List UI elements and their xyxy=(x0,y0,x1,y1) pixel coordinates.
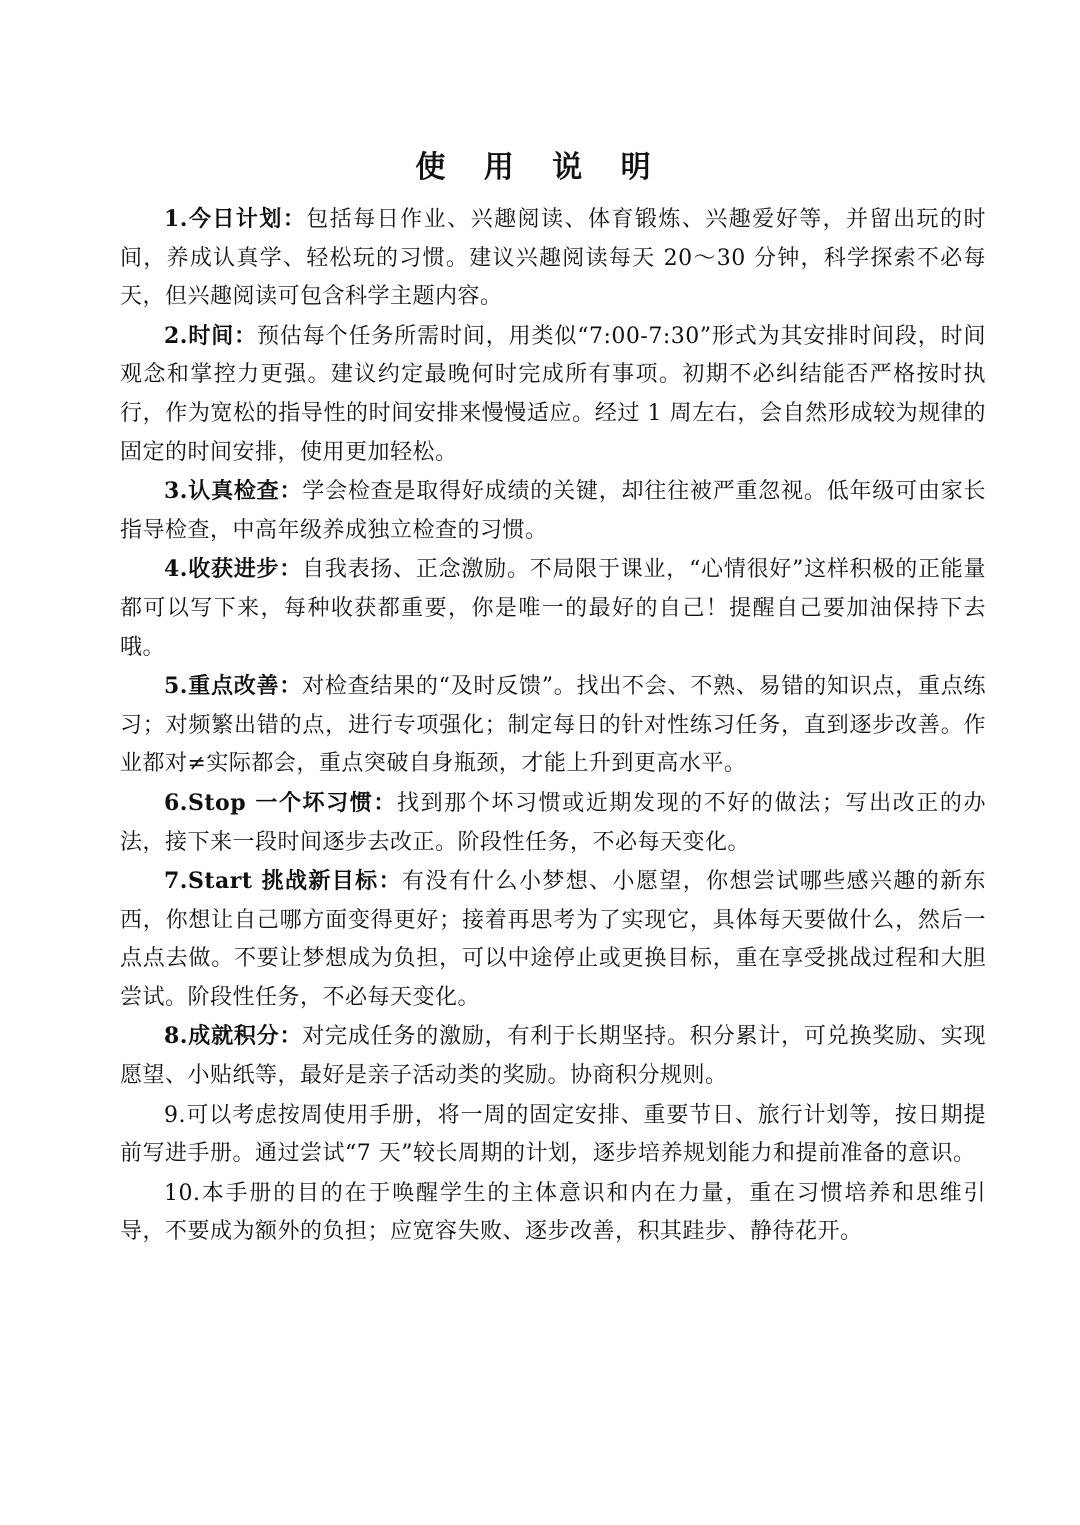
instruction-item-8 xyxy=(120,1017,986,1095)
instruction-item-4 xyxy=(120,550,986,667)
instruction-item-10 xyxy=(120,1174,986,1252)
instruction-text: 找到那个坏习惯或近期发现的不好的做法；写出改正的办法，接下来一段时间逐步去改正。阶段性任务，不必每天变化。 xyxy=(120,790,986,855)
instructions-list xyxy=(120,200,986,1252)
instruction-text: 9.可以考虑按周使用手册，将一周的固定安排、重要节日、旅行计划等，按日期提前写进手册。通过尝试“7 天”较长周期的计划，逐步培养规划能力和提前准备的意识。 xyxy=(120,1102,986,1167)
instruction-item-1 xyxy=(120,200,986,317)
instruction-label: 7.Start 挑战新目标： xyxy=(164,868,402,895)
instruction-label: 1.今日计划： xyxy=(164,206,307,232)
instruction-text: 对完成任务的激励，有利于长期坚持。积分累计，可兑换奖励、实现愿望、小贴纸等，最好是亲子活动类的奖励。协商积分规则。 xyxy=(120,1024,986,1089)
instruction-label: 4.收获进步： xyxy=(164,556,303,583)
instruction-label: 6.Stop 一个坏习惯： xyxy=(164,789,397,816)
page-title: 使 用 说 明 xyxy=(415,150,665,185)
instruction-item-3 xyxy=(120,472,986,550)
instruction-text: 预估每个任务所需时间，用类似“7:00-7:30”形式为其安排时间段，时间观念和掌控力更强。建议约定最晚何时完成所有事项。初期不必纠结能否严格按时执行，作为宽松的指导性的时间安排来慢慢适应。经过 1 周左右，会自然形成较为规律的固定的时间安排，使用更加轻松。 xyxy=(120,323,986,465)
instruction-text: 包括每日作业、兴趣阅读、体育锻炼、兴趣爱好等，并留出玩的时间，养成认真学、轻松玩的习惯。建议兴趣阅读每天 20～30 分钟，科学探索不必每天，但兴趣阅读可包含科学主题内容。 xyxy=(120,207,986,310)
instruction-item-5 xyxy=(120,667,986,784)
instruction-item-7 xyxy=(120,862,986,1017)
instruction-item-6 xyxy=(120,784,986,862)
instruction-label: 8.成就积分： xyxy=(164,1023,303,1050)
instruction-label: 5.重点改善： xyxy=(164,673,303,700)
instruction-item-9 xyxy=(120,1096,986,1174)
instruction-text: 有没有什么小梦想、小愿望，你想尝试哪些感兴趣的新东西，你想让自己哪方面变得更好；接着再思考为了实现它，具体每天要做什么，然后一点点去做。不要让梦想成为负担，可以中途停止或更换目标，重在享受挑战过程和大胆尝试。阶段性任务，不必每天变化。 xyxy=(120,869,986,1010)
instruction-item-2 xyxy=(120,317,986,472)
instruction-label: 3.认真检查： xyxy=(164,478,303,505)
instruction-text: 10.本手册的目的在于唤醒学生的主体意识和内在力量，重在习惯培养和思维引导，不要成为额外的负担；应宽容失败、逐步改善，积其跬步、静待花开。 xyxy=(120,1180,986,1245)
instruction-text: 对检查结果的“及时反馈”。找出不会、不熟、易错的知识点，重点练习；对频繁出错的点，进行专项强化；制定每日的针对性练习任务，直到逐步改善。作业都对≠实际都会，重点突破自身瓶颈，才能上升到更高水平。 xyxy=(120,674,987,777)
instruction-text: 自我表扬、正念激励。不局限于课业，“心情很好”这样积极的正能量都可以写下来，每种收获都重要，你是唯一的最好的自己！提醒自己要加油保持下去哦。 xyxy=(120,557,987,660)
instruction-label: 2.时间： xyxy=(164,322,257,349)
instruction-text: 学会检查是取得好成绩的关键，却往往被严重忽视。低年级可由家长指导检查，中高年级养成独立检查的习惯。 xyxy=(120,479,986,543)
